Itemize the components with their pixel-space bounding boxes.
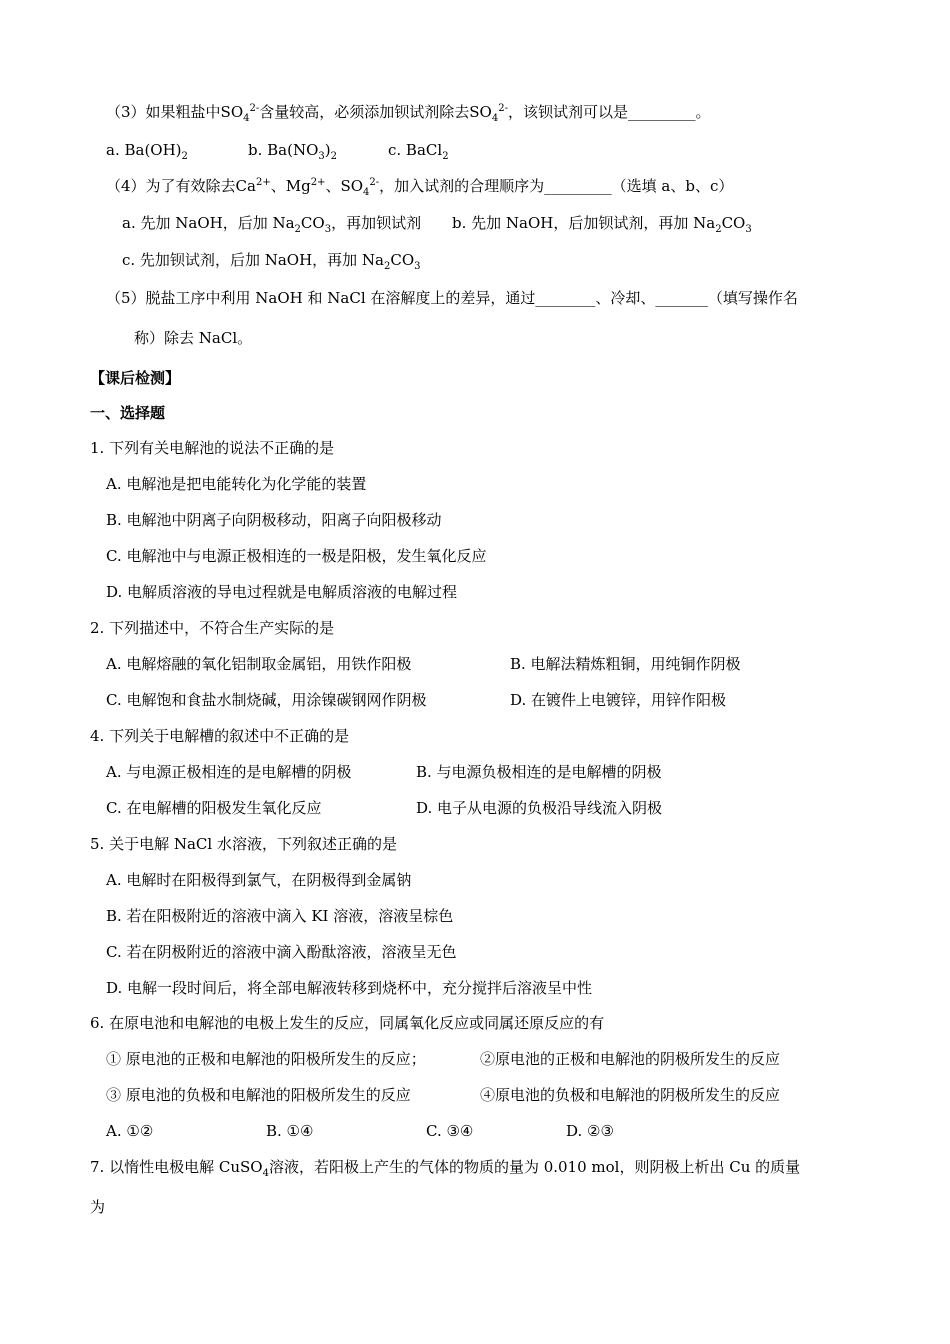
q5b-stem: 5. 关于电解 NaCl 水溶液，下列叙述正确的是: [90, 835, 397, 853]
q6-statement-1: ① 原电池的正极和电解池的阳极所发生的反应；: [106, 1050, 426, 1068]
q4b-option-c: C. 在电解槽的阳极发生氧化反应: [106, 799, 322, 817]
q4b-option-a: A. 与电源正极相连的是电解槽的阴极: [106, 763, 352, 781]
q4b-option-d: D. 电子从电源的负极沿导线流入阴极: [416, 799, 663, 817]
q5-line-2: 称）除去 NaCl。: [134, 329, 253, 347]
q1-option-a: A. 电解池是把电能转化为化学能的装置: [106, 475, 367, 493]
q5b-option-c: C. 若在阴极附近的溶液中滴入酚酞溶液，溶液呈无色: [106, 943, 457, 961]
q3-option-b: b. $Ba(NO_3)_2$: [248, 141, 337, 162]
q3-option-a: a. $Ba(OH)_2$: [106, 141, 188, 162]
q5-line-1: （5）脱盐工序中利用 NaOH 和 NaCl 在溶解度上的差异，通过________、冷却、_______（填写操作名: [106, 289, 798, 307]
q2-option-a: A. 电解熔融的氧化铝制取金属铝，用铁作阳极: [106, 655, 412, 673]
q5b-option-d: D. 电解一段时间后，将全部电解液转移到烧杯中，充分搅拌后溶液呈中性: [106, 979, 593, 997]
q5b-option-b: B. 若在阳极附近的溶液中滴入 KI 溶液，溶液呈棕色: [106, 907, 454, 925]
section-title: 【课后检测】: [90, 369, 181, 387]
q4-option-c: c. 先加钡试剂，后加 NaOH，再加 $Na_2CO_3$: [122, 251, 421, 272]
q1-option-b: B. 电解池中阴离子向阴极移动，阳离子向阳极移动: [106, 511, 442, 529]
q6-statement-3: ③ 原电池的负极和电解池的阳极所发生的反应: [106, 1086, 411, 1104]
q1-option-d: D. 电解质溶液的导电过程就是电解质溶液的电解过程: [106, 583, 458, 601]
q7-stem: 7. 以惰性电极电解 CuSO$_4$溶液，若阳极上产生的气体的物质的量为 0.010 mol，则阴极上析出 Cu 的质量: [90, 1158, 801, 1179]
q6-option-b: B. ①④: [266, 1122, 314, 1140]
q1-option-c: C. 电解池中与电源正极相连的一极是阳极，发生氧化反应: [106, 547, 487, 565]
q5b-option-a: A. 电解时在阳极得到氯气，在阴极得到金属钠: [106, 871, 412, 889]
q2-option-c: C. 电解饱和食盐水制烧碱，用涂镍碳钢网作阴极: [106, 691, 427, 709]
q6-stem: 6. 在原电池和电解池的电极上发生的反应，同属氧化反应或同属还原反应的有: [90, 1014, 605, 1032]
q2-stem: 2. 下列描述中，不符合生产实际的是: [90, 619, 335, 637]
q3-option-c: c. BaCl$_2$: [388, 141, 449, 162]
q6-statement-4: ④原电池的负极和电解池的阴极所发生的反应: [480, 1086, 781, 1104]
q2-option-d: D. 在镀件上电镀锌，用锌作阳极: [510, 691, 727, 709]
q1-stem: 1. 下列有关电解池的说法不正确的是: [90, 439, 335, 457]
q7-stem-line-2: 为: [90, 1198, 106, 1216]
q6-option-c: C. ③④: [426, 1122, 474, 1140]
part-title: 一、选择题: [90, 404, 166, 422]
q4-option-a: a. 先加 NaOH，后加 $Na_2CO_3$，再加钡试剂: [122, 214, 422, 235]
q6-option-a: A. ①②: [106, 1122, 154, 1140]
q4-option-b: b. 先加 NaOH，后加钡试剂，再加 $Na_2CO_3$: [452, 214, 752, 235]
q2-option-b: B. 电解法精炼粗铜，用纯铜作阴极: [510, 655, 741, 673]
q3-stem: （3）如果粗盐中$SO_4^{2-}$含量较高，必须添加钡试剂除去$SO_4^{2-}$，该钡试剂可以是_________。: [106, 103, 711, 124]
q4b-stem: 4. 下列关于电解槽的叙述中不正确的是: [90, 727, 350, 745]
q6-option-d: D. ②③: [566, 1122, 614, 1140]
q4b-option-b: B. 与电源负极相连的是电解槽的阴极: [416, 763, 662, 781]
q4-stem: （4）为了有效除去$Ca^{2+}$、$Mg^{2+}$、$SO_4^{2-}$，加入试剂的合理顺序为_________（选填 a、b、c）: [106, 177, 734, 198]
q6-statement-2: ②原电池的正极和电解池的阴极所发生的反应: [480, 1050, 781, 1068]
